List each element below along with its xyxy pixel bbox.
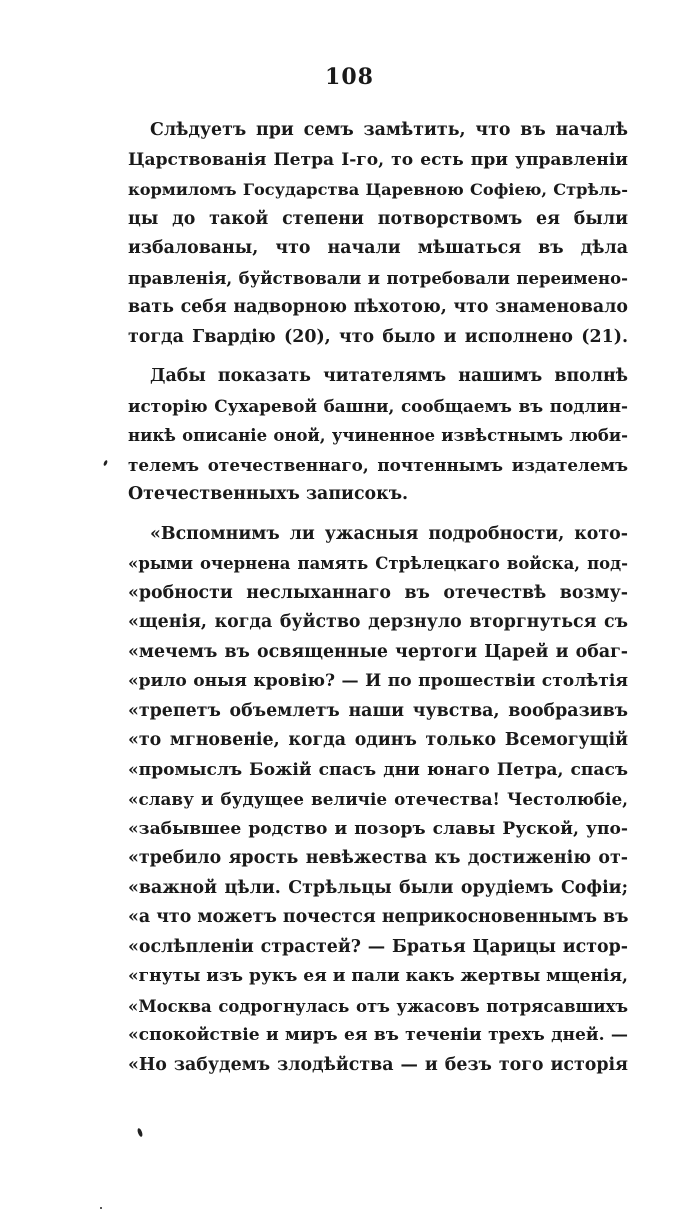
text-line: Слѣдуетъ при семъ замѣтить, что въ началѣ: [150, 120, 628, 140]
text-line: «спокойствіе и миръ ея въ теченіи трехъ дней. —: [128, 1025, 628, 1045]
text-line: избалованы, что начали мѣшаться въ дѣла: [128, 238, 628, 258]
text-line: «рило оныя кровію? — И по прошествіи столѣтія: [128, 671, 628, 691]
text-line: «щенія, когда буйство дерзнуло вторгнуться съ: [128, 612, 628, 632]
text-line: «славу и будущее величіе отечества! Честолюбіе,: [128, 789, 628, 809]
text-line: «ослѣпленіи страстей? — Братья Царицы истор-: [128, 936, 628, 957]
text-line: телемъ отечественнаго, почтеннымъ издателемъ: [128, 454, 628, 475]
text-line: «трепетъ объемлетъ наши чувства, вообразивъ: [128, 700, 628, 721]
body-text: [128, 116, 628, 1080]
scan-speck: [103, 460, 108, 467]
text-line: «требило ярость невѣжества къ достиженію от-: [128, 848, 628, 868]
text-line: «гнуты изъ рукъ ея и пали какъ жертвы мщенія,: [128, 966, 628, 986]
text-line: вать себя надворною пѣхотою, что знаменовало: [128, 297, 628, 317]
paragraph-2: [128, 362, 628, 510]
scan-speck: [100, 1207, 102, 1209]
text-line: «рыми очернена память Стрѣлецкаго войска, под-: [128, 554, 628, 573]
text-line: «важной цѣли. Стрѣльцы были орудіемъ Софіи;: [128, 877, 628, 898]
scan-speck: [137, 1128, 144, 1138]
paragraph-1: [128, 116, 628, 352]
text-line: «Москва содрогнулась отъ ужасовъ потрясавшихъ: [128, 996, 628, 1016]
text-line: «забывшее родство и позоръ славы Руской, упо-: [128, 818, 628, 839]
text-line: Отечественныхъ записокъ.: [128, 484, 409, 504]
text-line: тогда Гвардію (20), что было и исполнено (21).: [128, 326, 628, 347]
text-line: «Вспомнимъ ли ужасныя подробности, кото-: [150, 523, 628, 544]
text-line: цы до такой степени потворствомъ ея были: [128, 208, 628, 229]
text-line: «мечемъ въ освященные чертоги Царей и обаг-: [128, 641, 628, 662]
text-line: Дабы показать читателямъ нашимъ вполнѣ: [150, 366, 628, 386]
text-line: «робности неслыханнаго въ отечествѣ возму-: [128, 582, 628, 603]
text-line: Царствованія Петра I-го, то есть при управленіи: [128, 149, 628, 170]
paragraph-3-quotation: [128, 520, 628, 1081]
text-line: «промыслъ Божій спасъ дни юнаго Петра, спасъ: [128, 759, 628, 780]
page-number: 108: [325, 64, 374, 90]
text-line: исторію Сухаревой башни, сообщаемъ въ подлин-: [128, 395, 628, 416]
text-line: «а что можетъ почестся неприкосновеннымъ въ: [128, 907, 629, 927]
text-line: правленія, буйствовали и потребовали переимено-: [128, 268, 628, 288]
text-line: «Но забудемъ злодѣйства — и безъ того исторія: [128, 1054, 628, 1075]
text-line: «то мгновеніе, когда одинъ только Всемогущій: [128, 730, 628, 750]
text-line: никѣ описаніе оной, учиненное извѣстнымъ люби-: [128, 426, 628, 445]
text-line: кормиломъ Государства Царевною Софіею, Стрѣль-: [128, 180, 628, 199]
